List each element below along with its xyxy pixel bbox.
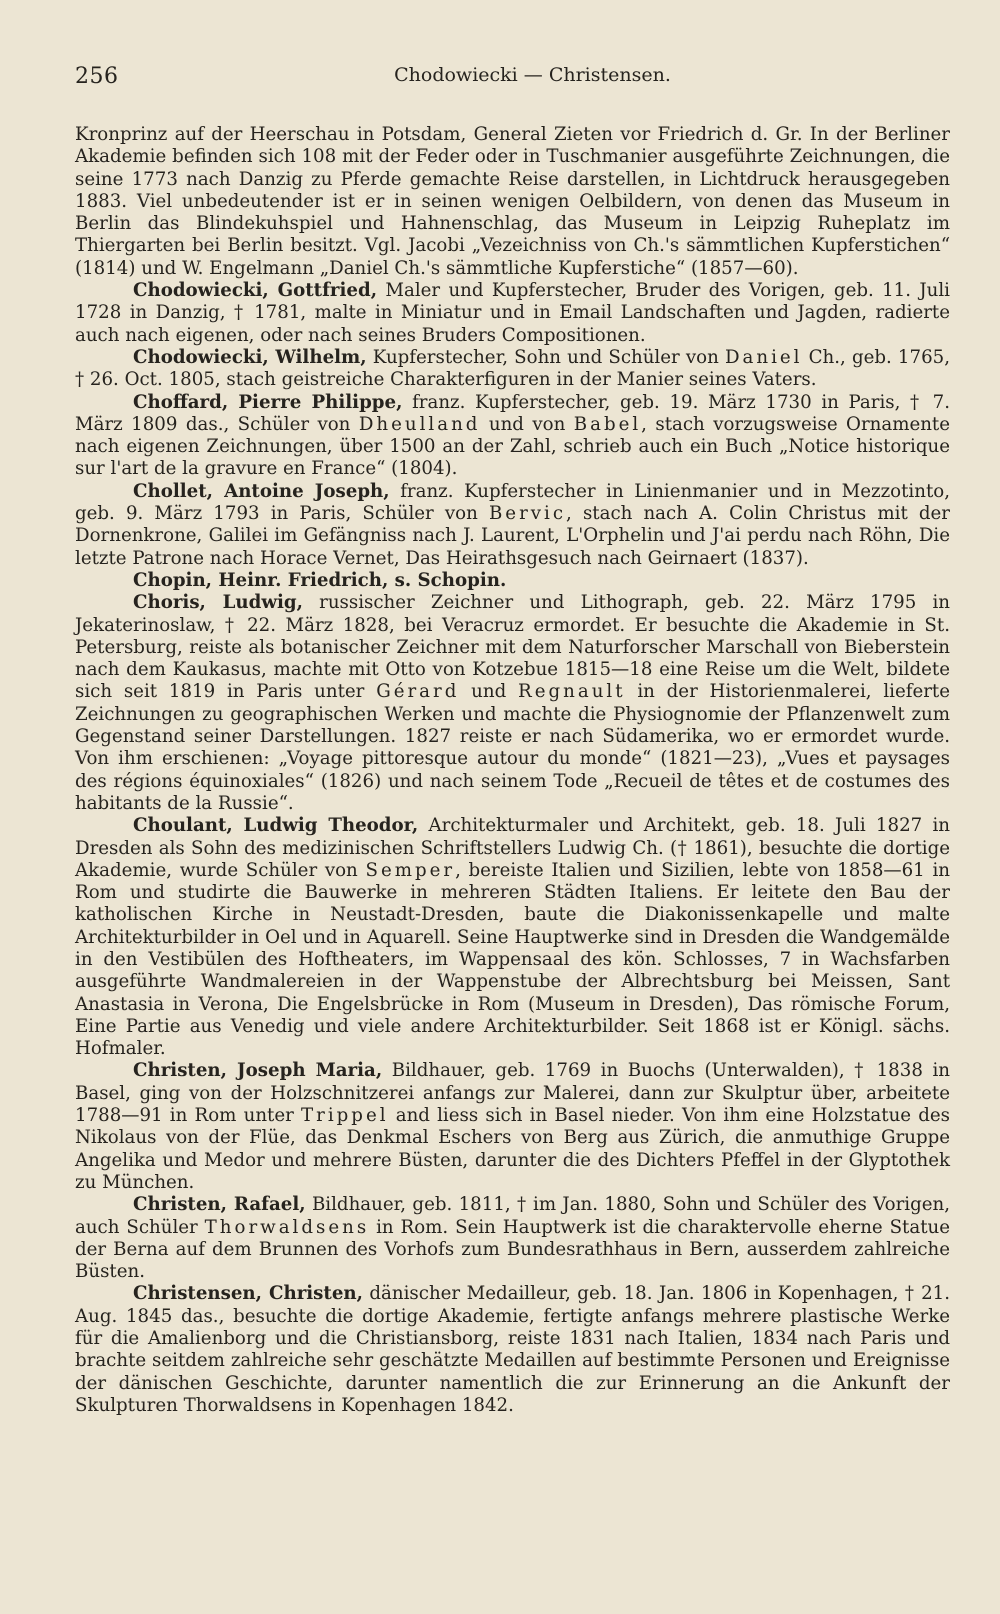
entry-text: Ch., geb. 1765, † 26. Oct. 1805, stach geistreiche Charakterfiguren in der Manier seines Vaters. (75, 346, 950, 391)
spaced-name: Babel (573, 413, 642, 435)
entry-text: franz. Kupferstecher in Linienmanier und in Mezzotinto, geb. 9. März 1793 in Paris, Schüler von (75, 480, 950, 525)
entry-name: Choris, Ludwig, (133, 592, 303, 614)
entry-text: , stach nach A. Colin Christus mit der Dornenkrone, Galilei im Gefängniss nach J. Laurent, L'Orphelin und J'ai perdu nach Röhn, Die letzte Patrone nach Horace Vernet, Das Heirathsgesuch nach Geirnaert (1837). (75, 503, 950, 569)
running-head: Chodowiecki — Christensen. (394, 64, 671, 86)
entry-name: Chodowiecki, Gottfried, (133, 280, 378, 302)
entry-name: Chopin, Heinr. Friedrich, s. Schopin. (133, 569, 507, 591)
entry-christensen (75, 1283, 950, 1417)
entry-text: in der Historienmalerei, lieferte Zeichnungen zu geographischen Werken und machte die Physiognomie der Pflanzenwelt zum Gegenstand seiner Darstellungen. 1827 reiste er nach Südamerika, wo er ermordet wurde. Von ihm erschienen: „Voyage pittoresque autour du monde“ (1821—23), „Vues et paysages des régions équinoxiales“ (1826) und nach seinem Tode „Recueil de têtes et de costumes des habitants de la Russie“. (75, 681, 950, 814)
entry-name: Choulant, Ludwig Theodor, (133, 815, 419, 837)
entry-text: russischer Zeichner und Lithograph, geb. 22. März 1795 in Jekaterinoslaw, † 22. März 1828, bei Veracruz ermordet. Er besuchte die Akademie in St. Petersburg, reiste als botanischer Zeichner mit dem Naturforscher Marschall von Bieberstein nach dem Kaukasus, machte mit Otto von Kotzebue 1815—18 eine Reise um die Welt, bildete sich seit 1819 in Paris unter (75, 592, 950, 703)
entry-text: Bildhauer, geb. 1769 in Buochs (Unterwalden), † 1838 in Basel, ging von der Holzschnitzerei anfangs zur Malerei, dann zur Skulptur über, arbeitete 1788—91 in Rom unter (75, 1060, 950, 1127)
entry-name: Christen, Rafael, (133, 1194, 306, 1216)
spaced-name: Bervic (488, 503, 567, 525)
page-header (75, 60, 950, 100)
spaced-name: Gérard (376, 681, 460, 703)
entry-text: Kupferstecher, Sohn und Schüler von (366, 346, 725, 368)
entry-text: , stach vorzugsweise Ornamente nach eigenen Zeichnungen, über 1500 an der Zahl, schrieb auch ein Buch „Notice historique sur l'art de la gravure en France“ (1804). (75, 413, 951, 480)
entry-text: franz. Kupferstecher, geb. 19. März 1730 in Paris, † 7. März 1809 das., Schüler von (75, 391, 950, 435)
entry-text: in Rom. Sein Hauptwerk ist die charaktervolle eherne Statue der Berna auf dem Brunnen des Vorhofs zum Bundesrathhaus in Bern, ausserdem zahlreiche Büsten. (75, 1216, 950, 1283)
entry-text: and liess sich in Basel nieder. Von ihm eine Holzstatue des Nikolaus von der Flüe, das Denkmal Eschers von Berg aus Zürich, die anmuthige Gruppe Angelika und Medor und mehrere Büsten, darunter die des Dichters Pfeffel in der Glyptothek zu München. (75, 1105, 950, 1193)
entry-text: und von (480, 413, 574, 435)
entry-name: Chodowiecki, Wilhelm, (133, 346, 367, 368)
entry-chodowiecki-gottfried (75, 280, 950, 347)
spaced-name: Thorwaldsens (204, 1216, 370, 1238)
page-number: 256 (75, 64, 119, 89)
continuation-paragraph: Kronprinz auf der Heerschau in Potsdam, General Zieten vor Friedrich d. Gr. In der Berliner Akademie befinden sich 108 mit der Feder oder in Tuschmanier ausgeführte Zeichnungen, die seine 1773 nach Danzig zu Pferde gemachte Reise darstellen, in Lichtdruck herausgegeben 1883. Viel unbedeutender ist er in seinen wenigen Oelbildern, von denen das Museum in Berlin das Blindekuhspiel und Hahnenschlag, das Museum in Leipzig Ruheplatz im Thiergarten bei Berlin besitzt. Vgl. Jacobi „Vezeichniss von Ch.'s sämmtlichen Kupferstichen“ (1814) und W. Engelmann „Daniel Ch.'s sämmtliche Kupferstiche“ (1857—60). (75, 124, 950, 279)
entry-christen-rafael (75, 1194, 950, 1283)
entry-choris (75, 592, 950, 815)
entry-text: Bildhauer, geb. 1811, † im Jan. 1880, Sohn und Schüler des Vorigen, auch Schüler (75, 1194, 950, 1238)
entry-name: Christen, Joseph Maria, (133, 1060, 383, 1082)
entry-chopin (75, 570, 950, 592)
entry-chodowiecki-wilhelm (75, 347, 950, 392)
entry-text: und (459, 681, 519, 703)
entry-text: dänischer Medailleur, geb. 18. Jan. 1806 in Kopenhagen, † 21. Aug. 1845 das., besuchte die dortige Akademie, fertigte anfangs mehrere plastische Werke für die Amalienborg und die Christiansborg, reiste 1831 nach Italien, 1834 nach Paris und brachte seitdem zahlreiche sehr geschätzte Medaillen auf bestimmte Personen und Ereignisse der dänischen Geschichte, darunter namentlich die zur Erinnerung an die Ankunft der Skulpturen Thorwaldsens in Kopenhagen 1842. (75, 1283, 950, 1416)
spaced-name: Semper (365, 859, 456, 881)
entry-text: Architekturmaler und Architekt, geb. 18. Juli 1827 in Dresden als Sohn des medizinischen Schriftstellers Ludwig Ch. († 1861), besuchte die dortige Akademie, wurde Schüler von (75, 815, 950, 881)
spaced-name: Regnault (518, 681, 626, 703)
spaced-name: Trippel (301, 1105, 389, 1127)
spaced-name: Daniel (724, 346, 803, 368)
entry-christen-joseph-maria (75, 1060, 950, 1194)
body-text (75, 124, 950, 1417)
entry-name: Chollet, Antoine Joseph, (133, 480, 390, 502)
entry-chollet (75, 481, 950, 570)
entry-text: Maler und Kupferstecher, Bruder des Vorigen, geb. 11. Juli 1728 in Danzig, † 1781, malte in Miniatur und in Email Landschaften und Jagden, radierte auch nach eigenen, oder nach seines Bruders Compositionen. (75, 280, 950, 346)
spaced-name: Dheulland (358, 413, 481, 435)
entry-text: , bereiste Italien und Sizilien, lebte von 1858—61 in Rom und studirte die Bauwerke in mehreren Städten Italiens. Er leitete den Bau der katholischen Kirche in Neustadt-Dresden, baute die Diakonissenkapelle und malte Architekturbilder in Oel und in Aquarell. Seine Hauptwerke sind in Dresden die Wandgemälde in den Vestibülen des Hoftheaters, im Wappensaal des kön. Schlosses, 7 in Wachsfarben ausgeführte Wandmalereien in der Wappenstube der Albrechtsburg bei Meissen, Sant Anastasia in Verona, Die Engelsbrücke in Rom (Museum in Dresden), Das römische Forum, Eine Partie aus Venedig und viele andere Architekturbilder. Seit 1868 ist er Königl. sächs. Hofmaler. (75, 859, 950, 1060)
entry-name: Choffard, Pierre Philippe, (133, 391, 403, 413)
entry-choulant (75, 815, 950, 1060)
entry-name: Christensen, Christen, (133, 1283, 363, 1305)
entry-choffard (75, 392, 950, 481)
